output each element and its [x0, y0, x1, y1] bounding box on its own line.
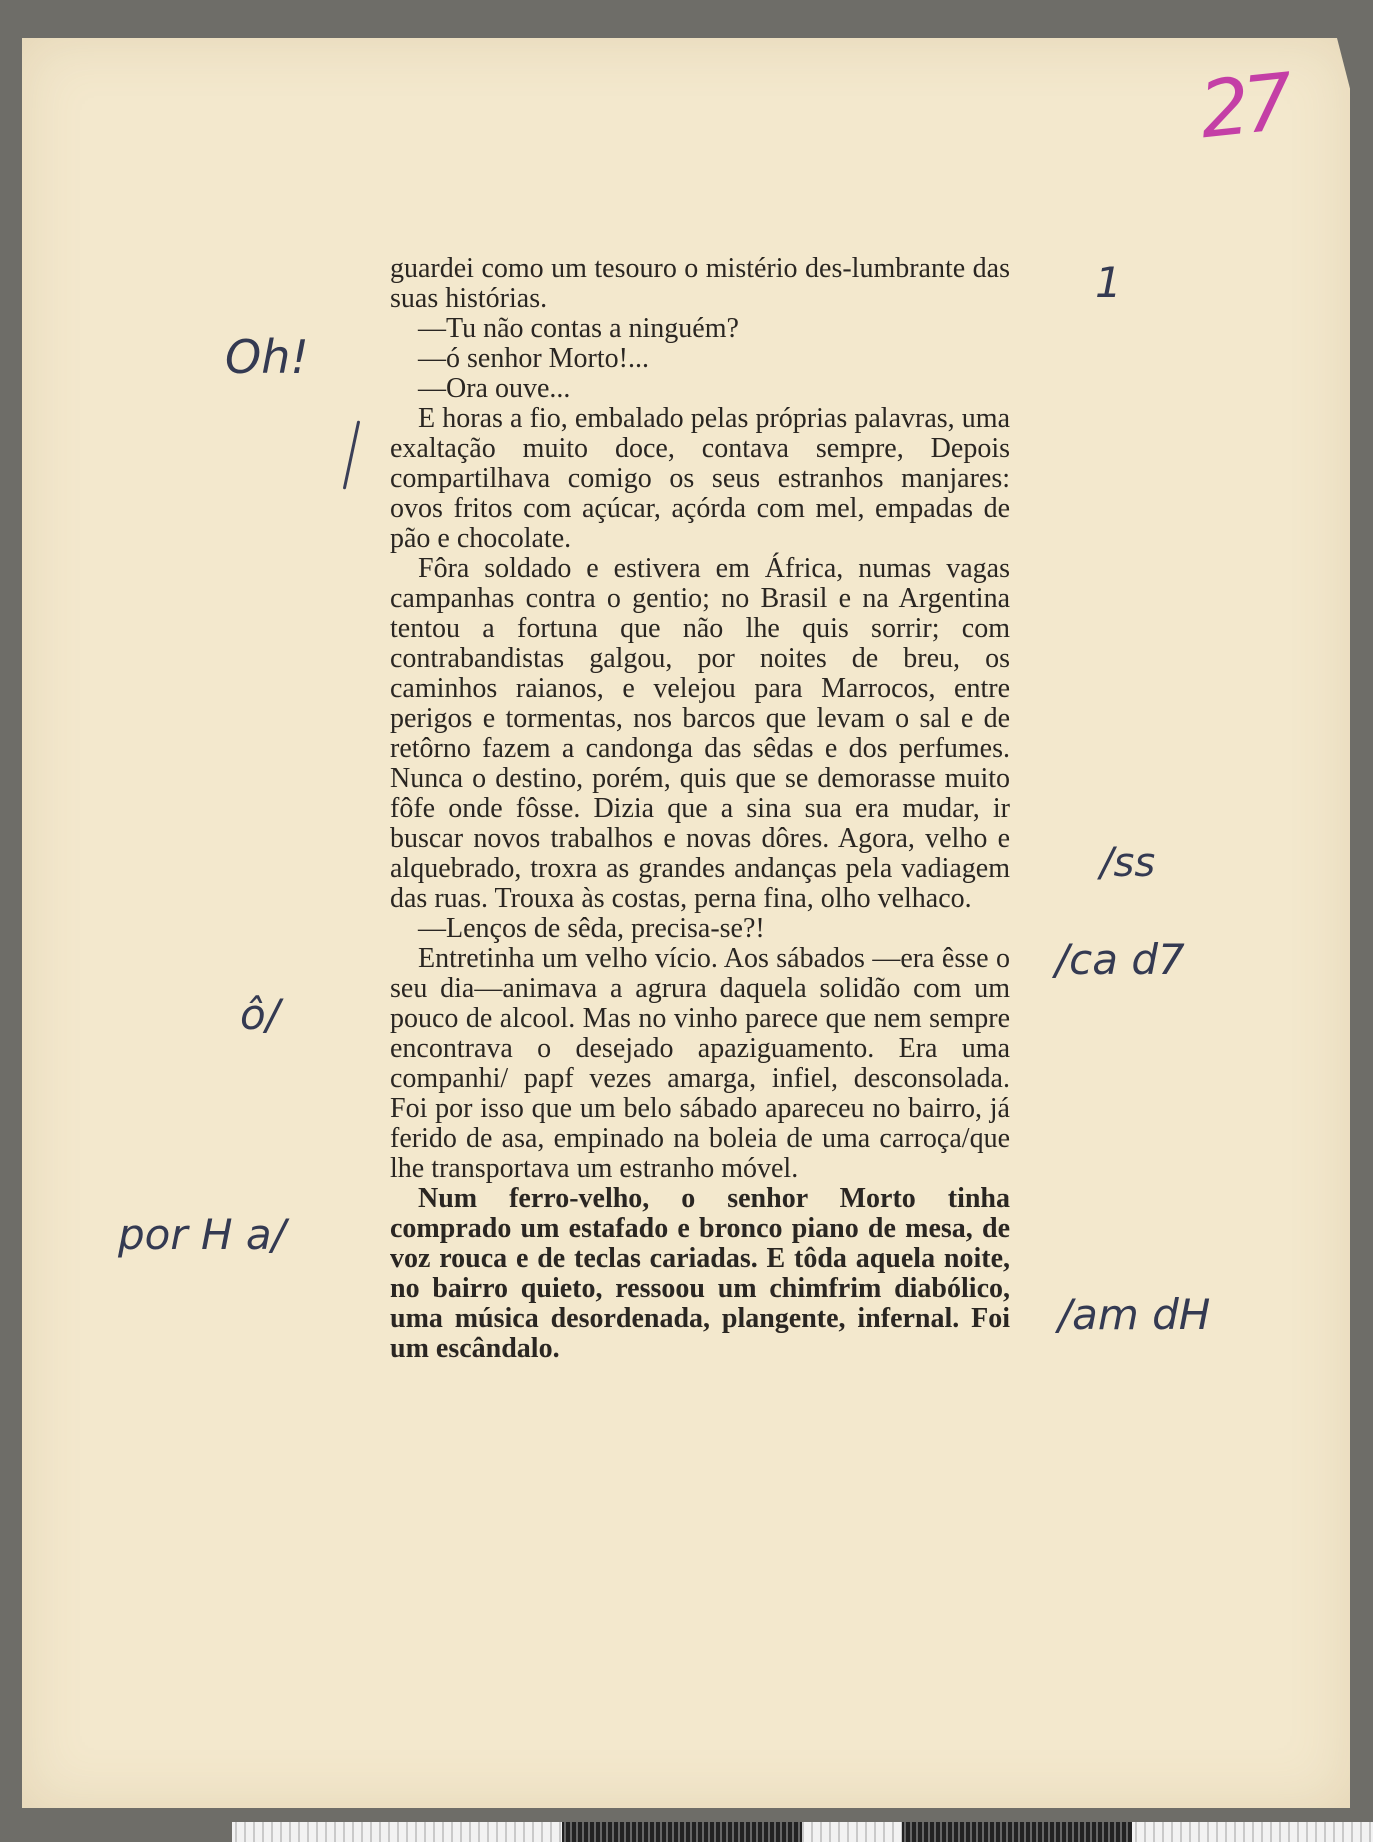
margin-note-oh: Oh! — [225, 330, 309, 384]
margin-note-ss: /ss — [1100, 840, 1156, 886]
dialog-line: —ó senhor Morto!... — [418, 343, 649, 374]
margin-note-por: por H a/ — [118, 1210, 286, 1259]
paragraph: E horas a fio, embalado pelas próprias palavras, uma exaltação muito doce, contava sempre, Depois compartilhava comigo os seus estranhos manjares: ovos fritos com açúcar, açórda com mel, empadas de pão e chocolate. — [390, 403, 1010, 554]
body-text — [390, 254, 1010, 1364]
margin-note-ca: /ca d7 — [1055, 935, 1185, 984]
margin-note-am: /am dH — [1058, 1290, 1211, 1339]
paragraph: Num ferro-velho, o senhor Morto tinha comprado um estafado e bronco piano de mesa, de voz rouca e de teclas cariadas. E tôda aquela noite, no bairro quieto, ressoou um chimfrim diabólico, uma música desordenada, plangente, infernal. Foi um escândalo. — [390, 1183, 1010, 1364]
margin-note-one: 1 — [1095, 258, 1122, 307]
paragraph: Entretinha um velho vício. Aos sábados —era êsse o seu dia—animava a agrura daquela solidão com um pouco de alcool. Mas no vinho parece que nem sempre encontrava o desejado apaziguamento. Era uma companhi/ papf vezes amarga, infiel, desconsolada. Foi por isso que um belo sábado apareceu no bairro, já ferido de asa, empinado na boleia de uma carroça/que lhe transportava um estranho móvel. — [390, 943, 1010, 1184]
paragraph: guardei como um tesouro o mistério des-lumbrante das suas histórias. — [390, 253, 1010, 314]
scale-bar — [232, 1822, 1373, 1842]
dialog-line: —Tu não contas a ninguém? — [418, 313, 739, 344]
paragraph: Fôra soldado e estivera em África, numas vagas campanhas contra o gentio; no Brasil e na Argentina tentou a fortuna que não lhe quis sorrir; com contrabandistas galgou, por noites de breu, os caminhos raianos, e velejou para Marrocos, entre perigos e tormentas, nos barcos que levam o sal e de retôrno fazem a candonga das sêdas e dos perfumes. Nunca o destino, porém, quis que se demorasse muito fôfe onde fôsse. Dizia que a sina sua era mudar, ir buscar novos trabalhos e novas dôres. Agora, velho e alquebrado, troxra as grandes andanças pela vadiagem das ruas. Trouxa às costas, perna fina, olho velhaco. — [390, 553, 1010, 914]
dialog-line: —Ora ouve... — [418, 373, 571, 404]
margin-note-circumflex: ô/ — [240, 990, 280, 1039]
page-number: 27 — [1195, 57, 1292, 157]
dialog-line: —Lenços de sêda, precisa-se?! — [418, 913, 765, 944]
